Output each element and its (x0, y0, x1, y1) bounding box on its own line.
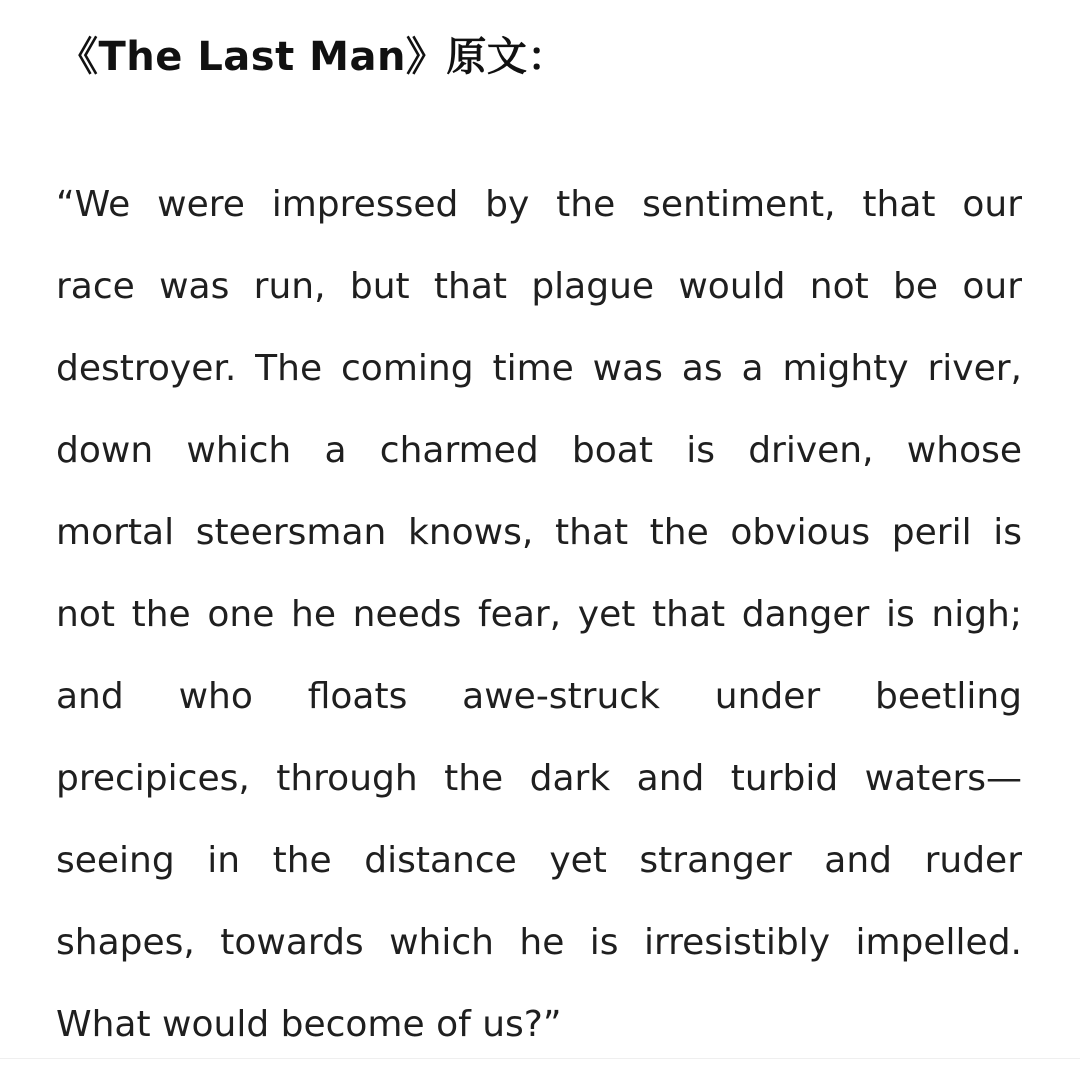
passage-line-last: What would become of us?” (56, 1004, 562, 1045)
passage-line: seeing in the distance yet stranger and ruder (56, 840, 1022, 881)
page-title: 《The Last Man》原文： (58, 34, 568, 80)
passage-line: shapes, towards which he is irresistibly impelled. (56, 922, 1022, 963)
passage-line: precipices, through the dark and turbid waters— (56, 758, 1022, 799)
quoted-passage (56, 164, 1022, 1066)
passage-line: mortal steersman knows, that the obvious peril is (56, 512, 1022, 553)
passage-line: “We were impressed by the sentiment, that our (56, 184, 1022, 225)
passage-line: not the one he needs fear, yet that danger is nigh; (56, 594, 1022, 635)
passage-line: down which a charmed boat is driven, whose (56, 430, 1022, 471)
bottom-divider (0, 1058, 1080, 1059)
passage-line: race was run, but that plague would not be our (56, 266, 1022, 307)
passage-line: destroyer. The coming time was as a mighty river, (56, 348, 1022, 389)
passage-line: and who floats awe-struck under beetling (56, 676, 1022, 717)
